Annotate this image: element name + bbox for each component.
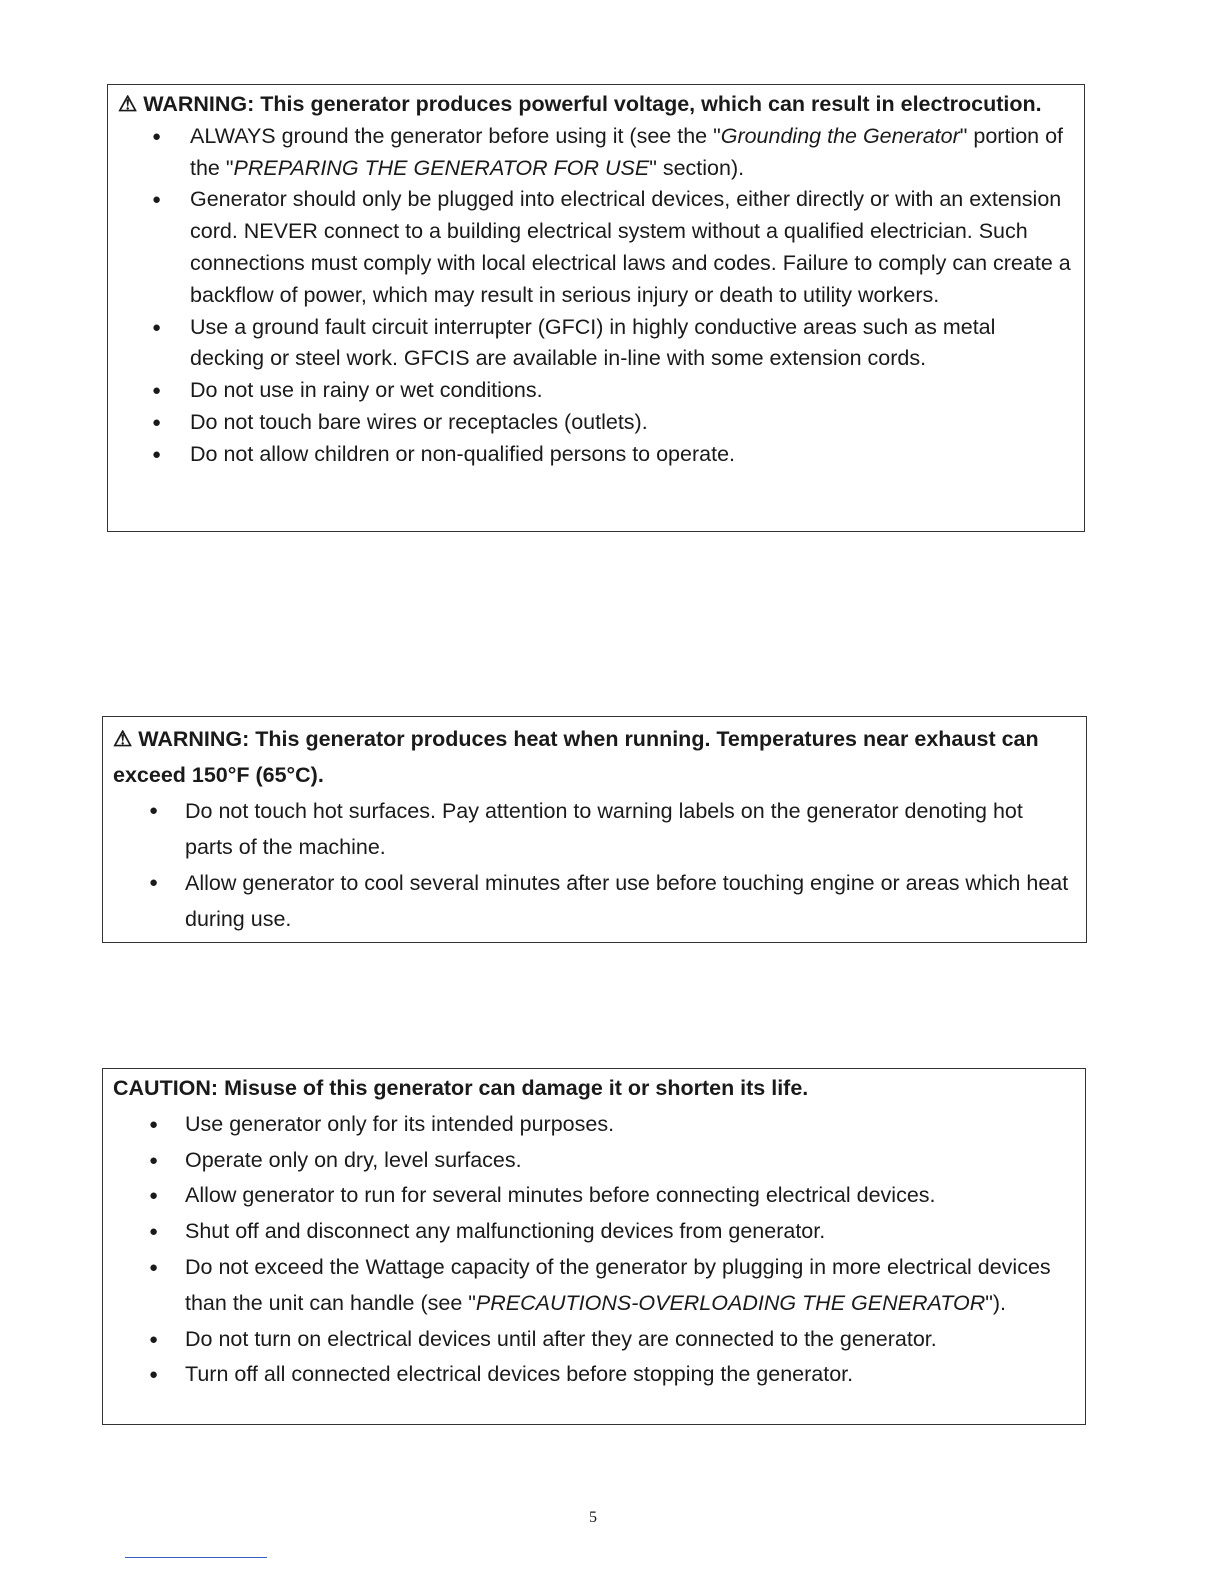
list-item	[118, 439, 1074, 471]
bullet-icon: ●	[152, 382, 162, 400]
bullet-list	[118, 121, 1074, 471]
list-item-text	[190, 375, 1074, 407]
text-segment: " portion of the "	[190, 123, 1064, 180]
list-item	[113, 1107, 1075, 1143]
list-item-text	[190, 407, 1074, 439]
bullet-icon: ●	[149, 802, 159, 819]
heat-warning-box	[102, 716, 1087, 943]
list-item	[113, 1143, 1075, 1179]
text-segment: ALWAYS ground the generator before using it (see the "	[190, 123, 721, 148]
text-segment: Do not turn on electrical devices until after they are connected to the generator.	[185, 1326, 937, 1351]
bullet-icon: ●	[149, 1366, 159, 1384]
text-segment: " section).	[649, 155, 745, 180]
list-item-text	[190, 312, 1074, 376]
list-item	[118, 375, 1074, 407]
italic-reference: PREPARING THE GENERATOR FOR USE	[233, 155, 650, 180]
box-heading: ⚠ WARNING: This generator produces heat when running. Temperatures near exhaust can exceed 150°F (65°C).	[113, 727, 1039, 787]
list-item-text	[185, 1214, 1075, 1250]
list-item-text	[185, 1250, 1075, 1322]
text-segment: Do not use in rainy or wet conditions.	[190, 378, 543, 403]
bullet-list	[113, 793, 1076, 937]
bullet-icon: ●	[152, 318, 162, 336]
list-item	[118, 407, 1074, 439]
bullet-icon: ●	[149, 1258, 159, 1276]
electrocution-warning-box	[107, 84, 1085, 532]
list-item	[113, 1322, 1075, 1358]
list-item	[113, 865, 1076, 937]
list-item	[113, 793, 1076, 865]
text-segment: Use a ground fault circuit interrupter (GFCI) in highly conductive areas such as metal decking or steel work. GFCIS are available in-line with some extension cords.	[190, 314, 996, 371]
box-heading: ⚠ WARNING: This generator produces powerful voltage, which can result in electrocution.	[118, 92, 1042, 116]
list-item-text	[185, 1107, 1075, 1143]
misuse-caution-box	[102, 1068, 1086, 1425]
list-item-text	[190, 184, 1074, 311]
text-segment: Allow generator to cool several minutes after use before touching engine or areas which heat during use.	[185, 871, 1069, 931]
text-segment: Allow generator to run for several minutes before connecting electrical devices.	[185, 1183, 936, 1208]
italic-reference: Grounding the Generator	[720, 123, 960, 148]
footnote-rule	[125, 1557, 267, 1558]
text-segment: Turn off all connected electrical devices before stopping the generator.	[185, 1362, 854, 1387]
list-item	[118, 121, 1074, 185]
bullet-icon: ●	[149, 1330, 159, 1348]
list-item-text	[185, 1357, 1075, 1393]
list-item-text	[190, 439, 1074, 471]
page-number: 5	[589, 1509, 597, 1526]
list-item-text	[185, 865, 1076, 937]
text-segment: Operate only on dry, level surfaces.	[185, 1147, 522, 1172]
list-item	[113, 1250, 1075, 1322]
text-segment: Do not touch bare wires or receptacles (outlets).	[190, 409, 648, 434]
bullet-icon: ●	[149, 1223, 159, 1241]
text-segment: Shut off and disconnect any malfunctioning devices from generator.	[185, 1219, 826, 1244]
bullet-icon: ●	[149, 1151, 159, 1169]
bullet-icon: ●	[149, 1187, 159, 1205]
text-segment: Do not allow children or non-qualified persons to operate.	[190, 441, 735, 466]
text-segment: Do not exceed the Wattage capacity of the generator by plugging in more electrical devices than the unit can handle (see "	[185, 1254, 1051, 1315]
bullet-list	[113, 1107, 1075, 1393]
bullet-icon: ●	[149, 1115, 159, 1133]
text-segment: Generator should only be plugged into electrical devices, either directly or with an extension cord. NEVER connect to a building electrical system without a qualified electrician. Such connections must comply with local electrical laws and codes. Failure to comply can create a backflow of power, which may result in serious injury or death to utility workers.	[190, 187, 1071, 307]
box-heading: CAUTION: Misuse of this generator can damage it or shorten its life.	[113, 1076, 809, 1100]
list-item	[113, 1214, 1075, 1250]
list-item-text	[185, 1322, 1075, 1358]
list-item	[113, 1357, 1075, 1393]
list-item-text	[185, 1143, 1075, 1179]
list-item-text	[190, 121, 1074, 185]
bullet-icon: ●	[152, 127, 162, 145]
bullet-icon: ●	[152, 445, 162, 463]
list-item-text	[185, 793, 1076, 865]
text-segment: Use generator only for its intended purposes.	[185, 1111, 615, 1136]
bullet-icon: ●	[152, 413, 162, 431]
bullet-icon: ●	[152, 191, 162, 209]
list-item	[113, 1178, 1075, 1214]
list-item-text	[185, 1178, 1075, 1214]
list-item	[118, 184, 1074, 311]
list-item	[118, 312, 1074, 376]
bullet-icon: ●	[149, 874, 159, 891]
italic-reference: PRECAUTIONS-OVERLOADING THE GENERATOR	[475, 1290, 986, 1315]
text-segment: Do not touch hot surfaces. Pay attention to warning labels on the generator denoting hot parts of the machine.	[185, 799, 1023, 859]
text-segment: ").	[985, 1290, 1006, 1315]
